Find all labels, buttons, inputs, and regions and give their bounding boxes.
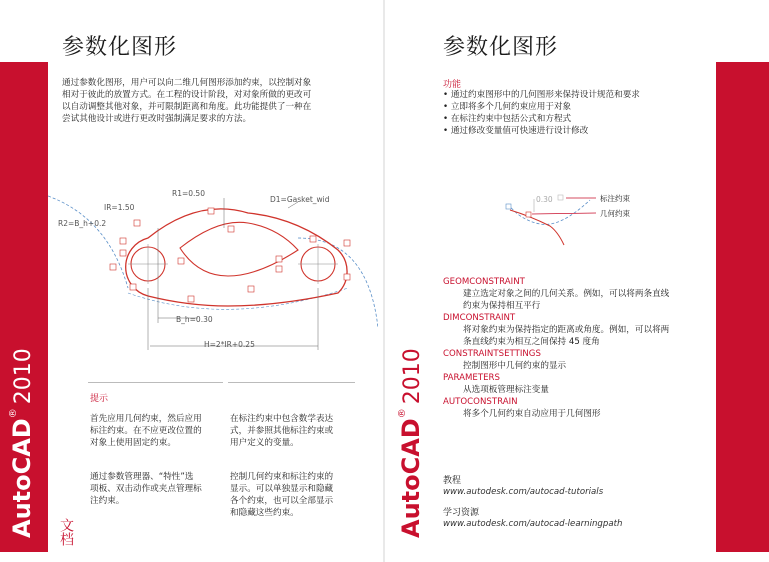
learningpath-link[interactable]: www.autodesk.com/autocad-learningpath <box>443 519 623 529</box>
constraint-marker <box>120 238 126 244</box>
features-heading: 功能 <box>443 80 462 90</box>
registered-mark: ® <box>397 408 408 419</box>
constraint-marker <box>276 266 282 272</box>
tips-divider <box>88 382 223 383</box>
tip-line: 对象上使用固定约束。 <box>90 438 176 448</box>
constraint-marker <box>110 264 116 270</box>
constraint-marker <box>276 256 282 262</box>
command-desc: 从选项板管理标注变量 <box>463 385 549 395</box>
intro-line: 相对于彼此的放置方式。在工程的设计阶段，对对象所做的更改可 <box>62 90 312 100</box>
intro-line: 尝试其他设计或进行更改时强制满足要求的方法。 <box>62 114 252 124</box>
tip-line: 标注约束。在不应更改位置的 <box>90 426 202 436</box>
tip-block <box>230 471 358 519</box>
tip-line: 显示。可以单独显示和隐藏 <box>230 484 334 494</box>
command-entry <box>443 312 669 348</box>
command-name: DIMCONSTRAINT <box>443 313 516 323</box>
dim-label-r1: R1=0.50 <box>172 189 205 198</box>
right-red-bar <box>716 62 769 552</box>
feature-item: • 通过修改变量值可快速进行设计修改 <box>443 125 640 137</box>
tip-line: 控制几何约束和标注约束的 <box>230 472 334 482</box>
features-list <box>443 89 640 137</box>
tip-line: 各个约束，也可以全部显示 <box>230 496 334 506</box>
resource-heading: 教程 <box>443 476 462 486</box>
command-desc: 将对象约束为保持指定的距离或角度。例如，可以将两 <box>463 325 670 335</box>
construction-arc <box>298 238 378 328</box>
constraint-marker <box>344 240 350 246</box>
geo-constraint-label: 几何约束 <box>600 209 630 218</box>
tip-line: 注约束。 <box>90 496 125 506</box>
command-name: PARAMETERS <box>443 373 500 383</box>
constraint-marker <box>526 212 531 217</box>
brand-name: AutoCAD <box>8 418 36 538</box>
command-name: CONSTRAINTSETTINGS <box>443 349 541 359</box>
brand-year: 2010 <box>11 348 36 405</box>
tip-line: 项板、双击动作或夹点管理标 <box>90 484 202 494</box>
constraint-marker <box>506 204 511 209</box>
constraint-marker <box>134 220 140 226</box>
constraint-marker <box>178 258 184 264</box>
command-entry <box>443 348 566 372</box>
dim-label-h: H=2*IR+0.25 <box>204 340 255 349</box>
resource-heading: 学习资源 <box>443 508 480 518</box>
tip-line: 在标注约束中包含数学表达 <box>230 414 334 424</box>
command-name: AUTOCONSTRAIN <box>443 397 518 407</box>
spine-logo <box>8 348 36 538</box>
left-page <box>0 0 384 562</box>
constraint-marker <box>228 226 234 232</box>
tip-block <box>230 413 358 449</box>
brand-name: AutoCAD <box>397 418 425 538</box>
command-desc: 将多个几何约束自动应用于几何图形 <box>463 409 601 419</box>
command-entry <box>443 372 549 396</box>
constraint-marker <box>208 208 214 214</box>
dim-label-r2: R2=B_h+0.2 <box>58 219 107 228</box>
intro-paragraph <box>62 77 362 125</box>
constraint-marker <box>310 236 316 242</box>
constraint-marker <box>130 284 136 290</box>
registered-mark: ® <box>8 408 19 419</box>
tip-line: 通过参数管理器、“特性”选 <box>90 472 194 482</box>
right-page-title: 参数化图形 <box>443 35 559 60</box>
command-desc: 约束为保持相互平行 <box>463 301 541 311</box>
tip-block <box>90 471 225 507</box>
dim-label-ir: IR=1.50 <box>104 203 135 212</box>
tip-line: 式，并参照其他标注约束或 <box>230 426 334 436</box>
dim-label-d1: D1=Gasket_wid <box>270 195 330 204</box>
command-desc: 建立选定对象之间的几何关系。例如，可以将两条直线 <box>463 289 670 299</box>
constraint-marker <box>344 274 350 280</box>
tip-block <box>90 413 225 449</box>
command-name: GEOMCONSTRAINT <box>443 277 525 287</box>
brand-year: 2010 <box>400 348 425 405</box>
tips-divider <box>228 382 355 383</box>
command-desc: 控制图形中几何约束的显示 <box>463 361 567 371</box>
feature-item: • 通过约束图形中的几何图形来保持设计规范和要求 <box>443 89 640 101</box>
constraint-drawing <box>48 178 378 358</box>
document-label: 文档 <box>58 518 74 546</box>
tip-line: 和隐藏这些约束。 <box>230 508 299 518</box>
gasket-outline <box>126 209 347 306</box>
lock-icon <box>558 195 563 200</box>
dim-label-b-h: B_h=0.30 <box>176 315 213 324</box>
constraint-marker <box>188 296 194 302</box>
constraint-marker <box>248 286 254 292</box>
intro-line: 通过参数化图形，用户可以向二维几何图形添加约束，以控制对象 <box>62 78 312 88</box>
spine-logo <box>397 348 425 538</box>
tip-line: 用户定义的变量。 <box>230 438 299 448</box>
diagram-value: 0.30 <box>536 195 553 204</box>
tip-line: 首先应用几何约束，然后应用 <box>90 414 202 424</box>
feature-item: • 在标注约束中包括公式和方程式 <box>443 113 640 125</box>
left-page-title: 参数化图形 <box>62 35 178 60</box>
constraint-marker <box>120 250 126 256</box>
feature-item: • 立即将多个几何约束应用于对象 <box>443 101 640 113</box>
constraint-type-diagram <box>500 190 660 260</box>
command-entry <box>443 276 669 312</box>
dim-constraint-label: 标注约束 <box>600 194 630 203</box>
intro-line: 以自动调整其他对象，并可限制距离和角度。此功能提供了一种在 <box>62 102 312 112</box>
command-entry <box>443 396 601 420</box>
tutorials-link[interactable]: www.autodesk.com/autocad-tutorials <box>443 487 604 497</box>
command-desc: 条直线约束为相互之间保持 45 度角 <box>463 337 600 347</box>
tips-heading: 提示 <box>90 394 109 404</box>
